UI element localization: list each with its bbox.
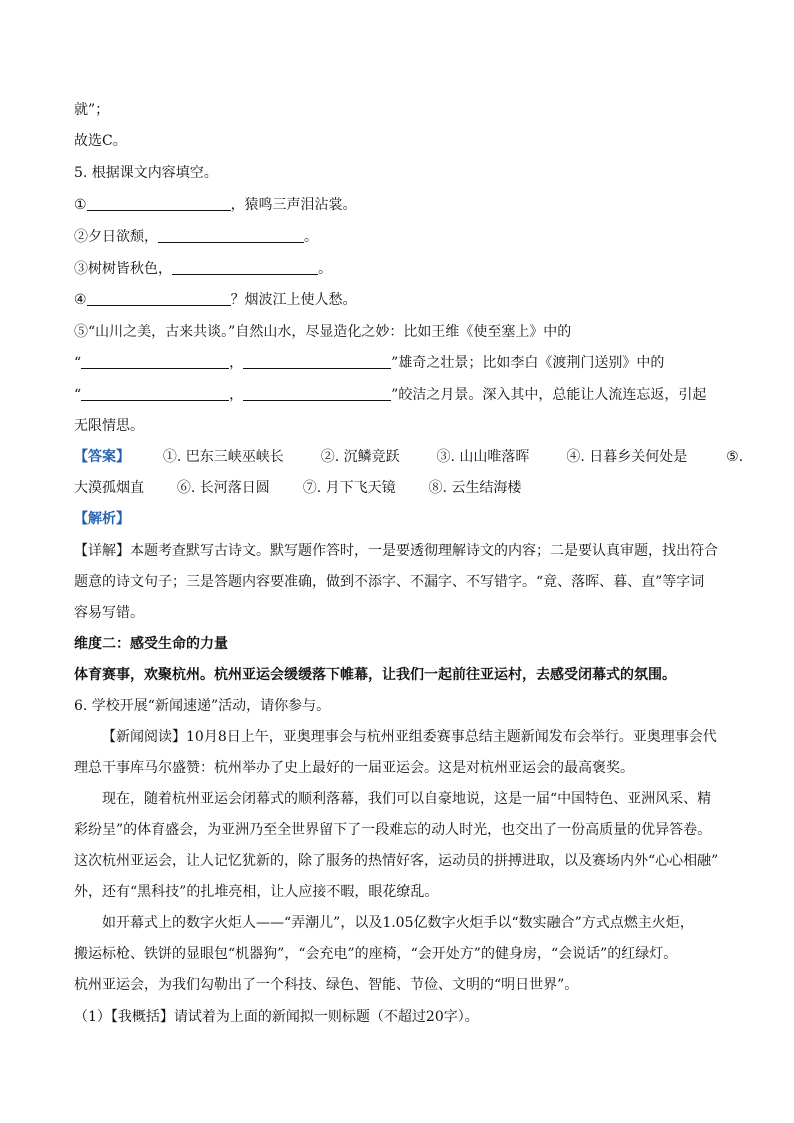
answer-item: ⑧. 云生结海楼 bbox=[428, 480, 522, 496]
answer-blank[interactable] bbox=[243, 354, 391, 369]
question-6-title: 6. 学校开展“新闻速递”活动，请你参与。 bbox=[74, 698, 331, 714]
answer-blank[interactable] bbox=[81, 354, 229, 369]
text-line: 就”； bbox=[74, 102, 110, 118]
answer-tag: 【答案】 bbox=[74, 449, 130, 465]
text-line: 无限情思。 bbox=[74, 418, 144, 434]
section-intro: 体育赛事，欢聚杭州。杭州亚运会缓缓落下帷幕，让我们一起前往亚运村，去感受闭幕式的氛围。 bbox=[74, 667, 676, 683]
text-line: 故选C。 bbox=[74, 133, 127, 149]
fill-blank-1 bbox=[74, 195, 357, 215]
open-quote: “ bbox=[74, 387, 82, 403]
blank-suffix: ，猿鸣三声泪沾裳。 bbox=[230, 197, 357, 213]
blank-prefix: ②夕日欲颓， bbox=[74, 229, 158, 245]
answer-line-1 bbox=[74, 447, 743, 467]
news-paragraph: 现在，随着杭州亚运会闭幕式的顺利落幕，我们可以自豪地说，这是一届“中国特色、亚洲风采、精 bbox=[102, 791, 712, 807]
comma: ， bbox=[229, 355, 244, 371]
blank-prefix: ③树树皆秋色， bbox=[74, 261, 172, 277]
answer-item: ①. 巴东三峡巫峡长 bbox=[162, 449, 284, 465]
news-paragraph: 如开幕式上的数字火炬人——“弄潮儿”，以及1.05亿数字火炬手以“数实融合”方式点燃主火炬， bbox=[102, 915, 694, 931]
analysis-text: 题意的诗文句子；三是答题内容要准确，做到不添字、不漏字、不写错字。“竟、落晖、暮、直”等字词 bbox=[74, 574, 705, 590]
answer-blank[interactable] bbox=[172, 260, 318, 275]
news-paragraph: 这次杭州亚运会，让人记忆犹新的，除了服务的热情好客，运动员的拼搏进取，以及赛场内外“心心相融” bbox=[74, 853, 719, 869]
open-quote: “ bbox=[74, 355, 82, 371]
question-5-title: 5. 根据课文内容填空。 bbox=[74, 165, 218, 181]
news-paragraph: 杭州亚运会，为我们勾勒出了一个科技、绿色、智能、节俭、文明的“明日世界”。 bbox=[74, 977, 579, 993]
blank-prefix: ④ bbox=[74, 292, 87, 308]
fill-blank-2 bbox=[74, 227, 318, 247]
answer-blank[interactable] bbox=[87, 196, 231, 211]
answer-item: ④. 日暮乡关何处是 bbox=[566, 449, 688, 465]
fill-blank-3 bbox=[74, 259, 332, 279]
answer-line-2 bbox=[74, 478, 521, 498]
blank-suffix: 。 bbox=[318, 261, 332, 277]
answer-blank[interactable] bbox=[81, 386, 229, 401]
answer-blank[interactable] bbox=[243, 386, 391, 401]
sub-question-1: （1）【我概括】请试着为上面的新闻拟一则标题（不超过20字）。 bbox=[74, 1009, 479, 1025]
blank-suffix: ”雄奇之壮景；比如李白《渡荆门送别》中的 bbox=[391, 355, 665, 371]
analysis-text: 容易写错。 bbox=[74, 605, 144, 621]
fill-blank-5-line2 bbox=[74, 353, 664, 373]
answer-item: ⑤. bbox=[726, 449, 744, 465]
blank-suffix: ？烟波江上使人愁。 bbox=[230, 292, 357, 308]
analysis-tag: 【解析】 bbox=[74, 511, 130, 527]
fill-blank-5-line3 bbox=[74, 385, 706, 405]
news-paragraph: 外，还有“黑科技”的扎堆亮相，让人应接不暇，眼花缭乱。 bbox=[74, 884, 439, 900]
fill-blank-4 bbox=[74, 290, 357, 310]
blank-suffix: 。 bbox=[304, 229, 318, 245]
news-paragraph: 彩纷呈”的体育盛会，为亚洲乃至全世界留下了一段难忘的动人时光，也交出了一份高质量的优异答卷。 bbox=[74, 822, 712, 838]
answer-blank[interactable] bbox=[87, 291, 231, 306]
answer-item: ②. 沉鳞竞跃 bbox=[320, 449, 400, 465]
news-paragraph: 【新闻阅读】10月8日上午，亚奥理事会与杭州亚组委赛事总结主题新闻发布会举行。亚奥理事会代 bbox=[102, 729, 717, 745]
answer-item: ⑦. 月下飞天镜 bbox=[302, 480, 396, 496]
news-paragraph: 理总干事库马尔盛赞：杭州举办了史上最好的一届亚运会。这是对杭州亚运会的最高褒奖。 bbox=[74, 760, 634, 776]
analysis-text: 【详解】本题考查默写古诗文。默写题作答时，一是要透彻理解诗文的内容；二是要认真审题，找出符合 bbox=[74, 543, 718, 559]
blank-prefix: ① bbox=[74, 197, 87, 213]
news-paragraph: 搬运标枪、铁饼的显眼包“机器狗”，“会充电”的座椅，“会开处方”的健身房，“会说话”的红绿灯。 bbox=[74, 946, 678, 962]
fill-blank-5-intro: ⑤“山川之美，古来共谈。”自然山水，尽显造化之妙：比如王维《使至塞上》中的 bbox=[74, 324, 572, 340]
answer-item: ⑥. 长河落日圆 bbox=[176, 480, 270, 496]
comma: ， bbox=[229, 387, 244, 403]
section-title: 维度二：感受生命的力量 bbox=[74, 636, 228, 652]
blank-suffix: ”皎洁之月景。深入其中，总能让人流连忘返，引起 bbox=[391, 387, 707, 403]
answer-blank[interactable] bbox=[158, 228, 304, 243]
answer-item: 大漠孤烟直 bbox=[74, 480, 144, 496]
answer-item: ③. 山山唯落晖 bbox=[436, 449, 530, 465]
